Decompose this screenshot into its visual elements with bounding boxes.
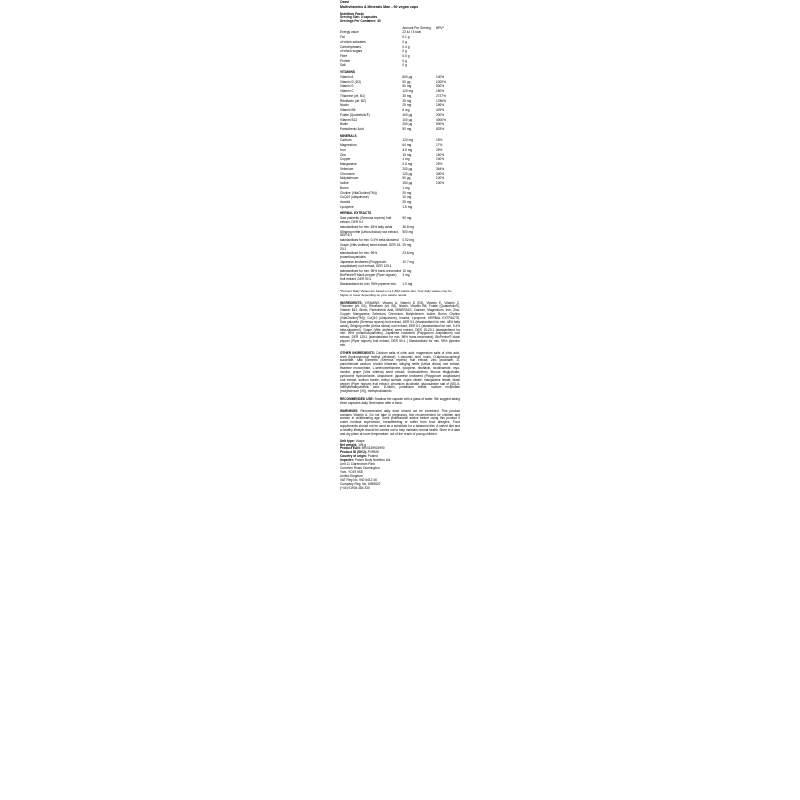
nutrient-name: MINERALS [340, 133, 357, 138]
recommended-use-text: Swallow the capsule with a glass of water. We suggest taking three capsules daily. Best taken after a meal. [340, 397, 460, 405]
nutrient-nrv: 833% [435, 126, 445, 131]
nutrient-name: Lycopene [340, 204, 354, 209]
nutrient-name: Salt [340, 63, 346, 68]
nutrient-name: Molybdenum [340, 176, 359, 181]
nutrient-amount: 1.5 mg [402, 204, 413, 209]
nutrient-name: Copper [340, 157, 351, 162]
nutrient-amount: 25 mg [402, 190, 412, 195]
nutrient-name: standardised for min. 95% proanthocyanidins [340, 251, 378, 260]
servings-per-container: Servings Per Container: 30 [340, 18, 381, 23]
importer-line: VAT Reg No. 940 6412 46 [340, 477, 377, 482]
nutrient-name: standardised for min. 0.4% beta-sitosterol [340, 238, 399, 243]
nutrient-amount: 3.5 mg [402, 147, 413, 152]
nutrient-name: of which sugars [340, 49, 363, 54]
detail-value: Poland [366, 454, 378, 459]
nutrient-nrv [436, 210, 460, 217]
nutrient-amount: 1 mg [402, 185, 410, 190]
recommended-use-paragraph [340, 398, 460, 406]
header-amount: Amount Per Serving [402, 25, 431, 30]
importer-block [340, 459, 460, 490]
nutrient-amount: 10 mg [402, 268, 412, 273]
nutrient-name: Magnesium [340, 143, 357, 148]
nutrient-nrv: 15% [435, 138, 443, 143]
nutrient-name: of which saturates [340, 39, 366, 44]
nutrient-name: Biotin [340, 122, 348, 127]
nutrient-name: Fibre [340, 53, 348, 58]
nutrient-nrv [436, 244, 460, 253]
nutrient-name: Vitamin D (D3) [340, 79, 361, 84]
nutrition-row [340, 283, 460, 288]
nutrition-facts-title: Nutrition Facts [340, 11, 364, 16]
nutrient-name: Calcium [340, 138, 352, 143]
nutrient-nrv: 364% [435, 166, 445, 171]
ingredients-heading: INGREDIENTS: [340, 300, 363, 305]
nutrient-amount: 10.7 mg [402, 259, 414, 264]
nutrient-amount: 64 mg [402, 143, 412, 148]
importer-line: Company Reg. No. 6959822 [340, 481, 381, 486]
nutrient-name: VITAMINS [340, 70, 355, 75]
nutrient-amount: 0.5 mg [402, 162, 413, 167]
nutrient-name: Choline (VitaCholine(TM)) [340, 190, 377, 195]
importer-line: York, YO19 5SE [340, 469, 364, 474]
nutrient-nrv [436, 274, 460, 283]
nutrient-name: Iron [340, 147, 346, 152]
importer-line: Power Body Nutrition Ltd. [354, 458, 392, 463]
warnings-paragraph [340, 410, 460, 437]
nutrient-amount: 250 µg [402, 122, 413, 127]
nutrient-amount: 100 µg [402, 117, 413, 122]
nutrient-amount: 30 mg [402, 93, 412, 98]
nutrient-amount: 23.8 mg [402, 251, 414, 256]
nutrient-name: CoQ10 (ubiquinone) [340, 195, 369, 200]
ingredients-paragraph [340, 302, 460, 348]
nutrient-amount: 60 mg [402, 84, 412, 89]
detail-key: Net weight: [340, 442, 358, 447]
nutrient-nrv [436, 231, 460, 240]
brand-name: Osavi [340, 0, 350, 4]
nutrient-nrv: 4000% [435, 117, 446, 122]
detail-value: 5904139924990 [360, 446, 385, 451]
nutrient-name: Grape (Vitis vinifera) seed extract, DER 15-20:1 [340, 242, 402, 251]
nutrient-nrv: 100% [435, 181, 445, 186]
nutrient-name: Vitamin A [340, 74, 354, 79]
nutrient-amount: 120 mg [402, 89, 414, 94]
detail-key: Product EAN: [340, 446, 361, 451]
nutrient-name: Niacin [340, 103, 349, 108]
nutrient-name: Chromium [340, 171, 355, 176]
nutrient-amount: 200 µg [402, 166, 413, 171]
nutrient-amount: 50 µg [402, 176, 411, 181]
nutrient-name: Thiamine (vit. B1) [340, 93, 365, 98]
nutrient-amount: 15 mg [402, 152, 412, 157]
warnings-heading: WARNINGS: [340, 408, 359, 413]
nutrient-nrv: 500% [435, 122, 445, 127]
nutrient-name: Japanese knotweed (Polygonum cuspidatum) root extract, DER 125:1 [340, 259, 392, 268]
supplement-label-panel [340, 0, 460, 490]
nutrient-amount: 50 µg [402, 79, 411, 84]
nutrient-amount: 0.02 mg [402, 238, 414, 243]
detail-key: Unit type: [340, 438, 355, 443]
nutrient-nrv: 156% [435, 103, 445, 108]
nutrient-amount: 120 mg [402, 138, 414, 143]
other-ingredients-text: Calcium salts of citric acid, magnesium salts of citric acid, shell (hydroxypropyl methyl cellulose), L-ascorbic acid, inulin, D-alpha-tocopheryl succinate, saw palmetto (Serenoa repens) fruit extract, zinc picolinate, D-pantothenate calcium, choline bitartrate, stinging nettle (Urtica dioica) root extract, thiamine mononitrate, L-selenomethionine, lycopene, riboflavin, nicotinamide, myo-inositol, grape (Vitis vinifera) seed extract, cholecalciferol, ferrous bisglycinate, pyridoxine hydrochloride, ubiquinone, japanese knotweed (Polygonum cuspidatum) root extract, sodium borate, retinyl acetate, cupric citrate, manganese citrate, black pepper (Piper nigrum) fruit extract, chromium picolinate, glucosamine salt of (6S)-5-methyltetrahydrofolic acid, D-biotin, potassium iodide, sodium molybdate (molybdenum (VI)), methylcobalamin. [340, 350, 460, 394]
nutrient-name: Iodine [340, 181, 349, 186]
nutrient-name: Energy value [340, 30, 359, 35]
nutrient-amount: 36.8 mg [402, 224, 414, 229]
nutrient-amount: 10 mg [402, 195, 412, 200]
nutrient-name: Riboflavin (vit. B2) [340, 98, 366, 103]
nutrient-amount: 0 g [402, 49, 407, 54]
nutrient-name: Inositol [340, 200, 351, 204]
importer-line: Unit 11 Clarendrum Park [340, 462, 375, 467]
nutrient-nrv [436, 283, 460, 288]
nutrient-amount: 120 µg [402, 171, 413, 176]
nutrient-amount: 0 g [402, 39, 407, 44]
nutrient-nrv: 150% [435, 89, 445, 94]
nutrient-amount: 0.4 g [402, 44, 410, 49]
nutrient-nrv: 150% [435, 152, 445, 157]
detail-value: P49926 [366, 450, 379, 455]
other-ingredients-paragraph [340, 352, 460, 394]
warnings-text: Recommended daily dose should not be exceeded. This product contains Vitamin A. Do not take in pregnancy. Not recommended for children and women in childbearing age. Seek professional advice before using this product if under medical supervision, breastfeeding or suffer from food allergies. Food supplements should not be used as a substitute for a balanced diet. A varied diet and a healthy lifestyle should be carried out to help maintain normal health. Store in a dark and dry place at room temperature, out of the reach of young children. [340, 408, 460, 436]
nutrient-amount: 25 mg [402, 103, 412, 108]
nutrient-name: Vitamin C [340, 89, 354, 94]
detail-key: Product ID (SKU): [340, 450, 367, 455]
importer-line: United Kingdom [340, 473, 363, 478]
detail-key: Country of origin: [340, 454, 367, 459]
product-title: Multivitamins & Minerals Man - 90 vegan caps [340, 4, 419, 9]
nutrient-name: Vitamin B12 [340, 117, 358, 122]
nutrient-nrv [436, 261, 460, 270]
nutrient-nrv: 500% [435, 84, 445, 89]
nutrient-amount: 90 mg [402, 216, 412, 221]
serving-size: Serving Size: 3 capsules [340, 14, 378, 19]
nutrient-amount: 6 mg [402, 108, 410, 113]
other-ingredients-heading: OTHER INGREDIENTS: [340, 350, 375, 355]
nutrient-name: Protein [340, 58, 351, 63]
nutrient-amount: 400 µg [402, 112, 413, 117]
nutrient-amount: 25 mg [402, 200, 412, 204]
ingredients-text: VITAMINS, Vitamin A, Vitamin D (D3), Vitamin E, Vitamin C, Thiamine (vit. B1), Riboflavin (vit. B2), Niacin, Vitamin B6, Folate (Quatrefolic®), Vitamin B12, Biotin, Pantothenic Acid, MINERALS, Calcium, Magnesium, Iron, Zinc, Copper, Manganese, Selenium, Chromium, Molybdenum, Iodine, Boron, Choline (VitaCholine(TM)), CoQ10 (ubiquinone), Inositol, Lycopene, HERBAL EXTRACTS, Saw palmetto (Serenoa repens) fruit extract, DER 5:1 (standardised for min. 48% fatty acids), Stinging nettle (Urtica dioica) root extract, DER 6:1 (standardised for min. 0.4% beta-sitosterol), Grape (Vitis vinifera) seed extract, DER 15-20:1 (standardised for min. 95% proanthocyanidins), Japanese knotweed (Polygonum cuspidatum) root extract, DER 125:1 (standardised for min. 98% trans-resveratrol), BioPerine® black pepper (Piper nigrum) fruit extract, DER 50:1 | Standardised for min. 95% piperine min. [340, 300, 460, 347]
nutrient-name: standardised for min. 98% trans-resveratrol [340, 268, 402, 273]
nutrient-amount: 0.1 g [402, 35, 410, 40]
nutrient-name: Selenium [340, 166, 354, 171]
nutrient-name: Zinc [340, 152, 347, 157]
nutrient-amount: 50 mg [402, 126, 412, 131]
nutrient-amount: 2 mg [402, 273, 410, 278]
nutrient-amount: 0 g [402, 58, 407, 63]
nutrient-name: Manganese [340, 162, 357, 167]
nutrient-name: Vitamin E [340, 84, 354, 89]
header-nrv: NRV* [435, 25, 444, 30]
nutrient-nrv: 100% [435, 157, 445, 162]
nutrient-amount: 22 kJ / 5 kcal [402, 30, 421, 35]
importer-line: Common Road, Dunnington, [340, 465, 381, 470]
nutrient-nrv: 100% [435, 176, 445, 181]
nutrient-nrv: 1000% [435, 79, 446, 84]
nutrient-name: standardised for min. 48% fatty acids [340, 224, 393, 229]
nutrient-nrv: 25% [435, 162, 443, 167]
daily-value-footnote: *Percent Daily Values are based on a 1,800 calorie diet. Your daily values may be higher or lower depending on your calorie needs. [340, 289, 452, 297]
nutrient-name: Saw palmetto (Serenoa repens) fruit extract, DER 5:1 [340, 216, 392, 225]
importer-line: (+44) 01904 484 330 [340, 485, 370, 490]
nutrient-nrv: 200% [435, 112, 445, 117]
recommended-use-heading: RECOMMENDED USE: [340, 397, 374, 402]
nutrient-name: Fat [340, 35, 345, 40]
nutrient-name: BioPerine® black pepper (Piper nigrum) fruit extract, DER 50:1 [340, 273, 397, 282]
nutrient-name: Carbohydrates [340, 44, 361, 49]
nutrient-amount: 0.5 g [402, 53, 410, 58]
nutrient-name: Stinging nettle (Urtica dioica) root extract, DER 6:1 [340, 229, 399, 238]
detail-value: Vcaps [354, 438, 365, 443]
nutrition-table [340, 27, 460, 288]
nutrient-nrv: 2727% [435, 93, 446, 98]
nutrient-nrv [436, 217, 460, 226]
nutrient-name: HERBAL EXTRACTS [340, 211, 372, 216]
nutrient-amount: 1 mg [402, 157, 410, 162]
nutrient-nrv: 25% [435, 147, 443, 152]
nutrient-amount: 0 g [402, 63, 407, 68]
nutrient-amount: 25 mg [402, 242, 412, 247]
nutrient-name: Vitamin B6 [340, 108, 356, 113]
nutrient-amount: 500 mg [402, 229, 414, 234]
nutrient-nrv: 17% [435, 143, 443, 148]
nutrient-amount: 150 µg [402, 181, 413, 186]
nutrient-nrv: 100% [435, 74, 445, 79]
nutrient-amount: 800 µg [402, 74, 413, 79]
nutrient-amount: 1.9 mg [402, 281, 413, 286]
nutrition-section-row [340, 133, 460, 140]
nutrient-nrv: 300% [435, 171, 445, 176]
nutrient-name: Folate (Quatrefolic®) [340, 112, 370, 117]
importer-heading: Importer: [340, 458, 354, 463]
nutrient-name: Boron [340, 185, 349, 190]
nutrient-nrv: 1786% [435, 98, 446, 103]
nutrient-name: Pantothenic Acid [340, 126, 364, 131]
detail-value: 105 g [357, 442, 367, 447]
nutrient-amount: 25 mg [402, 98, 412, 103]
nutrient-nrv: 429% [435, 108, 445, 113]
nutrient-nrv [436, 252, 460, 261]
nutrient-name: Standardised for min. 95% piperine min. [340, 281, 397, 286]
